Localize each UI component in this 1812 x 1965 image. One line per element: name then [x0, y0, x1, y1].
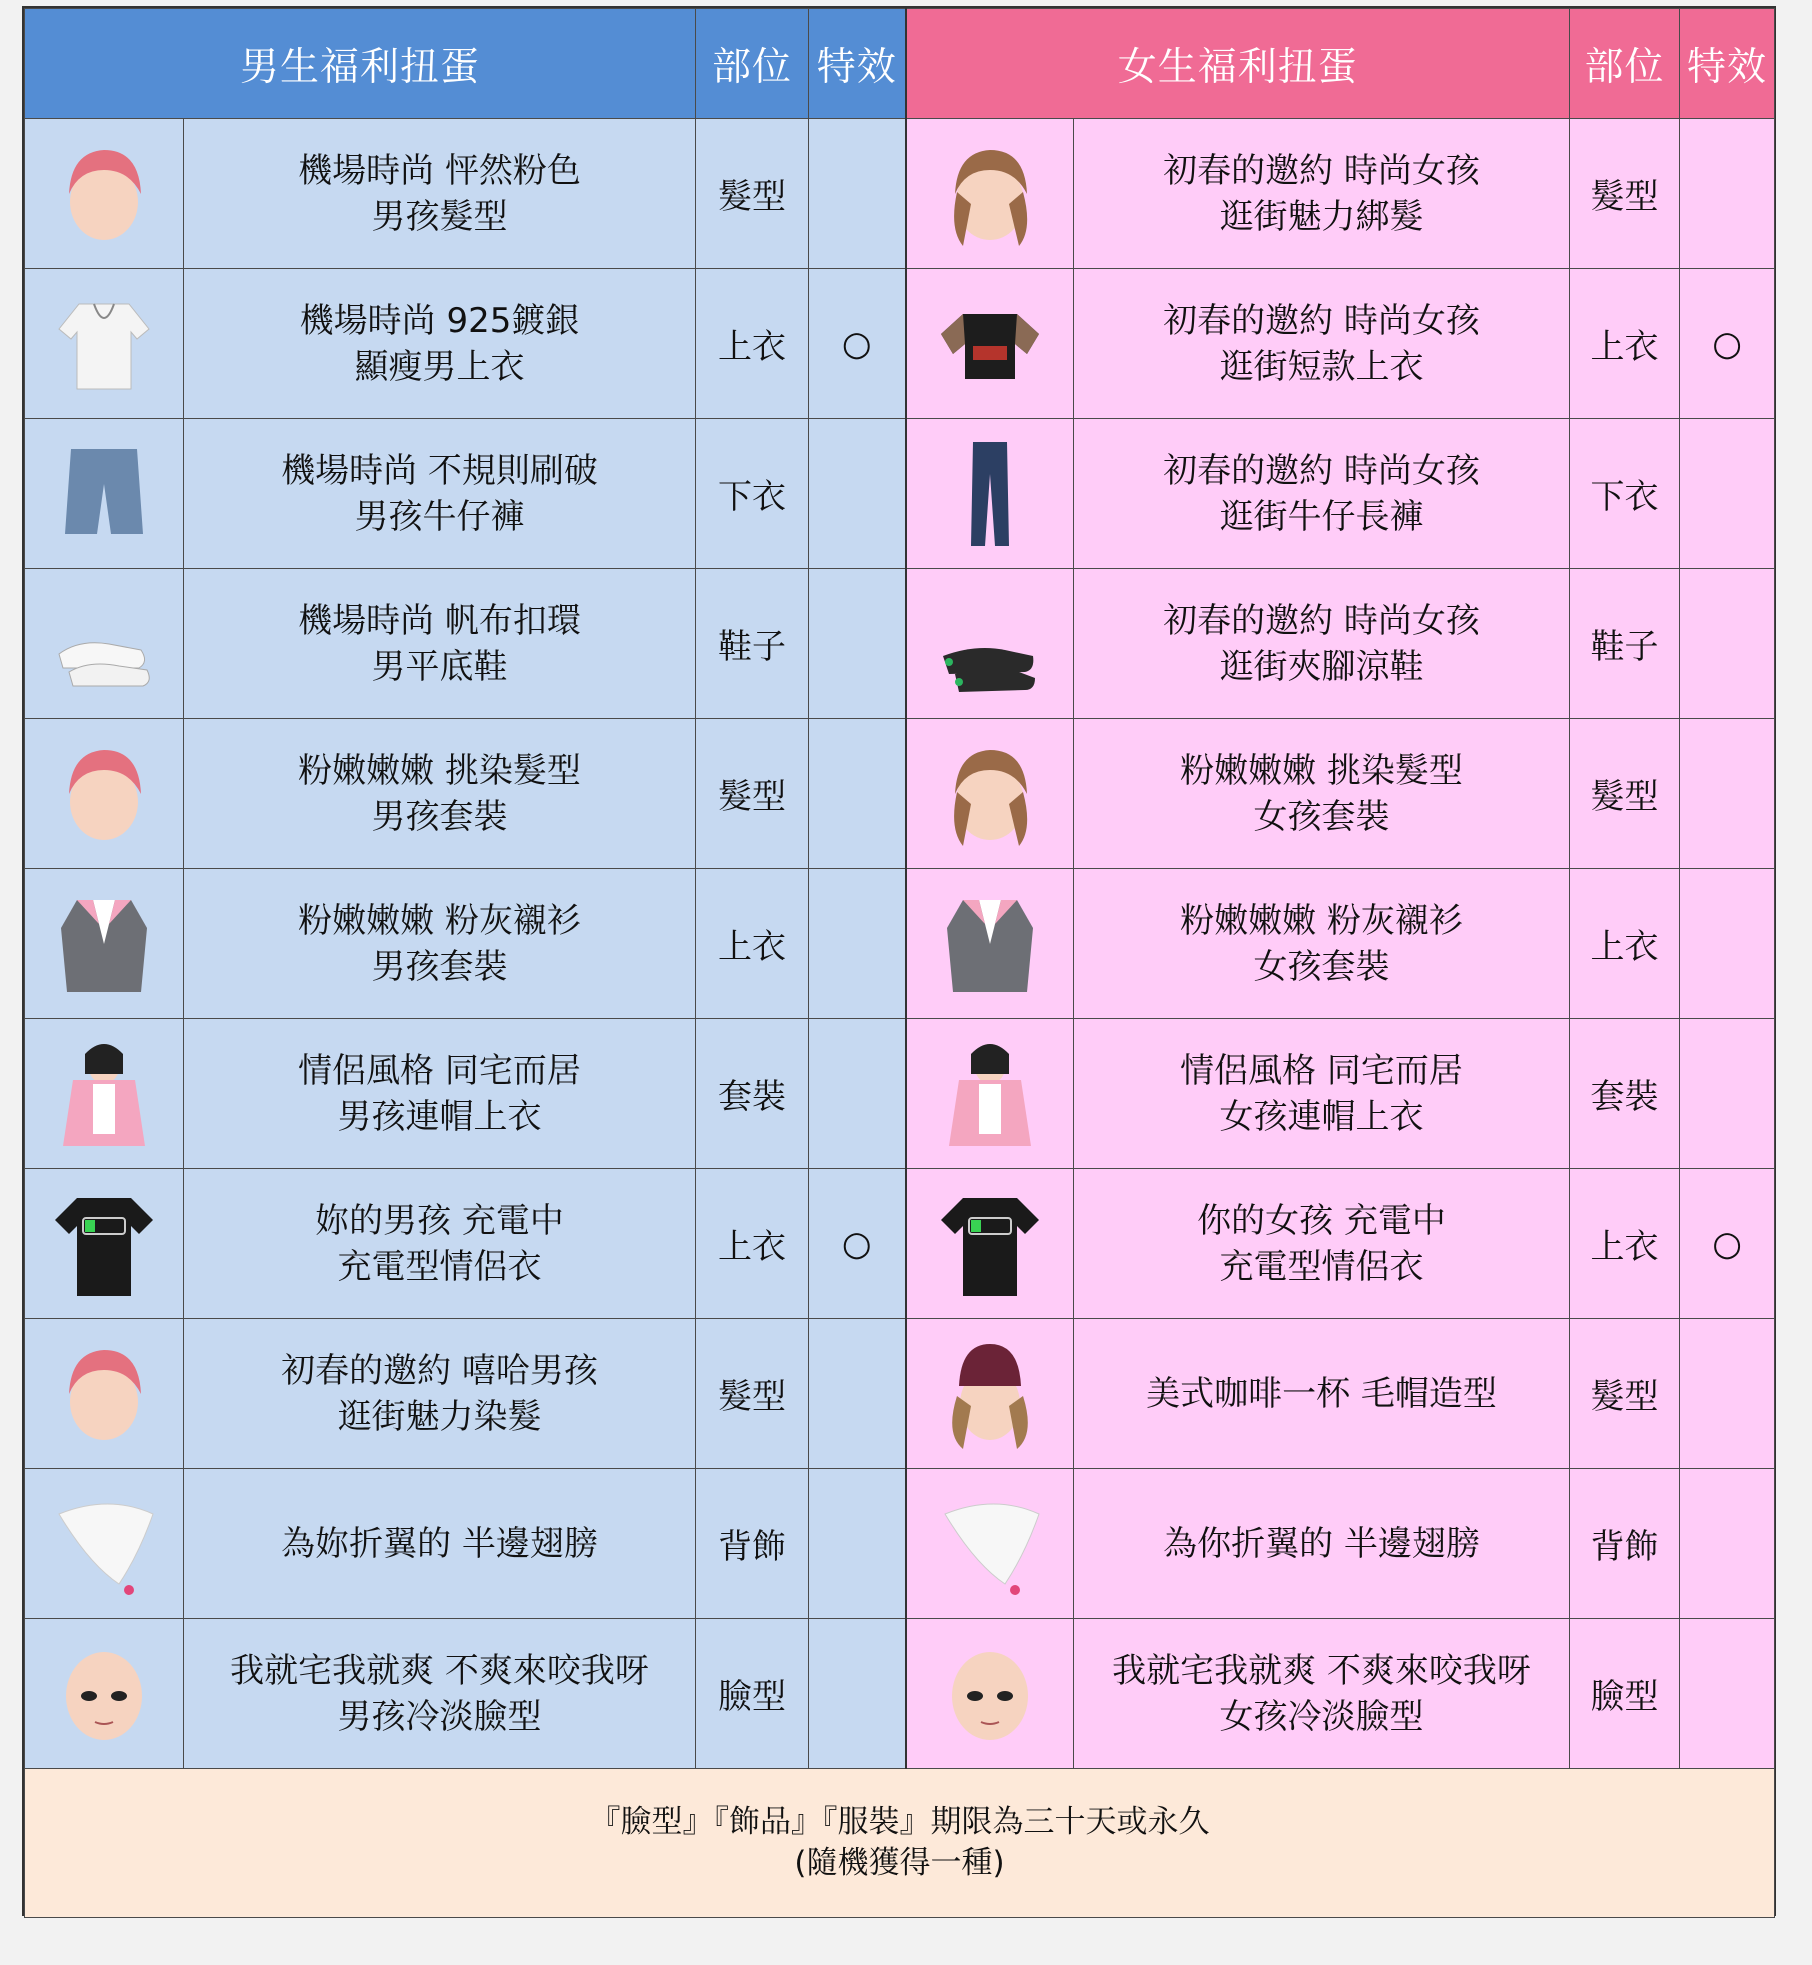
item-name-line-2: 女孩連帽上衣 [1219, 1096, 1424, 1137]
male-item-effect [809, 1319, 906, 1469]
female-item-thumbnail [906, 1319, 1074, 1469]
female-item-effect: ○ [1680, 269, 1775, 419]
female-item-name [1074, 719, 1570, 869]
female-item-thumbnail [906, 1169, 1074, 1319]
male-item-name [184, 419, 696, 569]
tshirt-battery-icon [907, 1184, 1074, 1304]
female-item-effect [1680, 869, 1775, 1019]
female-item-effect [1680, 119, 1775, 269]
female-item-part: 鞋子 [1570, 569, 1680, 719]
female-item-part: 套裝 [1570, 1019, 1680, 1169]
table-row [25, 1169, 1775, 1319]
female-item-thumbnail [906, 1019, 1074, 1169]
wing-icon [25, 1484, 183, 1604]
jacket-icon [25, 884, 183, 1004]
item-name-line-2: 逛街魅力染髮 [337, 1396, 542, 1437]
sandals-icon [907, 584, 1074, 704]
male-item-effect [809, 1469, 906, 1619]
female-item-effect [1680, 719, 1775, 869]
wing-icon [907, 1484, 1074, 1604]
female-item-effect [1680, 1469, 1775, 1619]
female-item-thumbnail [906, 719, 1074, 869]
note-cell [25, 1769, 1775, 1918]
male-item-name [184, 869, 696, 1019]
gacha-table-sheet [22, 6, 1776, 1916]
female-part-header: 部位 [1570, 9, 1680, 119]
male-item-part: 髮型 [696, 719, 809, 869]
female-item-part: 臉型 [1570, 1619, 1680, 1769]
face-icon [907, 1634, 1074, 1754]
item-name-line-2: 逛街短款上衣 [1219, 346, 1424, 387]
item-name-line-2: 女孩冷淡臉型 [1219, 1696, 1424, 1737]
female-item-thumbnail [906, 119, 1074, 269]
beanie-hair-icon [907, 1334, 1074, 1454]
female-item-thumbnail [906, 419, 1074, 569]
male-effect-header: 特效 [809, 9, 906, 119]
item-name-line-2: 充電型情侶衣 [337, 1246, 542, 1287]
item-name-line-2: 顯瘦男上衣 [354, 346, 525, 387]
male-item-thumbnail [25, 419, 184, 569]
table-row [25, 1019, 1775, 1169]
hoodie-icon [907, 1034, 1074, 1154]
male-item-name [184, 719, 696, 869]
female-item-name [1074, 1619, 1570, 1769]
female-item-effect: ○ [1680, 1169, 1775, 1319]
item-name-line-1: 機場時尚 不規則刷破 [281, 450, 598, 491]
male-item-part: 髮型 [696, 1319, 809, 1469]
male-item-effect [809, 1019, 906, 1169]
item-name-line-1: 初春的邀約 時尚女孩 [1163, 600, 1480, 641]
item-name-line-2: 男孩套裝 [371, 946, 508, 987]
male-item-name [184, 269, 696, 419]
item-name-line-1: 為你折翼的 半邊翅膀 [1163, 1523, 1480, 1564]
item-name-line-2: 男平底鞋 [371, 646, 508, 687]
table-row [25, 1469, 1775, 1619]
female-item-thumbnail [906, 1619, 1074, 1769]
pants-icon [907, 434, 1074, 554]
item-name-line-1: 為妳折翼的 半邊翅膀 [281, 1523, 598, 1564]
female-item-effect [1680, 1619, 1775, 1769]
item-name-line-1: 美式咖啡一杯 毛帽造型 [1146, 1373, 1497, 1414]
male-item-name [184, 1469, 696, 1619]
male-title: 男生福利扭蛋 [25, 9, 696, 119]
male-item-thumbnail [25, 869, 184, 1019]
male-part-header: 部位 [696, 9, 809, 119]
item-name-line-2: 逛街魅力綁髮 [1219, 196, 1424, 237]
hair-icon [907, 734, 1074, 854]
table-row [25, 119, 1775, 269]
item-name-line-1: 粉嫩嫩嫩 粉灰襯衫 [1180, 900, 1463, 941]
hair-icon [907, 134, 1074, 254]
hoodie-icon [25, 1034, 183, 1154]
tshirt-battery-icon [25, 1184, 183, 1304]
item-name-line-1: 機場時尚 帆布扣環 [298, 600, 581, 641]
male-item-thumbnail [25, 569, 184, 719]
male-item-thumbnail [25, 119, 184, 269]
male-item-part: 套裝 [696, 1019, 809, 1169]
item-name-line-1: 我就宅我就爽 不爽來咬我呀 [230, 1650, 649, 1691]
female-item-part: 背飾 [1570, 1469, 1680, 1619]
female-item-effect [1680, 569, 1775, 719]
male-item-effect [809, 869, 906, 1019]
hair-icon [25, 1334, 183, 1454]
item-name-line-1: 初春的邀約 時尚女孩 [1163, 300, 1480, 341]
female-item-part: 上衣 [1570, 1169, 1680, 1319]
female-item-name [1074, 419, 1570, 569]
male-item-effect [809, 119, 906, 269]
item-name-line-2: 女孩套裝 [1253, 946, 1390, 987]
female-item-part: 髮型 [1570, 1319, 1680, 1469]
item-name-line-2: 男孩髮型 [371, 196, 508, 237]
female-item-name [1074, 1019, 1570, 1169]
male-item-name [184, 1169, 696, 1319]
male-item-effect [809, 419, 906, 569]
female-item-effect [1680, 1319, 1775, 1469]
jacket-icon [907, 884, 1074, 1004]
item-name-line-1: 初春的邀約 時尚女孩 [1163, 150, 1480, 191]
table-row [25, 269, 1775, 419]
female-item-part: 髮型 [1570, 719, 1680, 869]
table-row [25, 869, 1775, 1019]
male-item-part: 臉型 [696, 1619, 809, 1769]
male-item-thumbnail [25, 1019, 184, 1169]
item-name-line-1: 妳的男孩 充電中 [315, 1200, 564, 1241]
table-row [25, 419, 1775, 569]
face-icon [25, 1634, 183, 1754]
male-item-name [184, 569, 696, 719]
female-item-name [1074, 1169, 1570, 1319]
note-line-1: 『臉型』『飾品』『服裝』期限為三十天或永久 [589, 1804, 1210, 1840]
item-name-line-1: 粉嫩嫩嫩 粉灰襯衫 [298, 900, 581, 941]
note-row [25, 1769, 1775, 1918]
header-row [25, 9, 1775, 119]
hair-icon [25, 134, 183, 254]
male-item-name [184, 1019, 696, 1169]
male-item-effect [809, 719, 906, 869]
item-name-line-2: 男孩牛仔褲 [354, 496, 525, 537]
female-item-name [1074, 269, 1570, 419]
female-item-name [1074, 869, 1570, 1019]
table-row [25, 1319, 1775, 1469]
item-name-line-1: 情侶風格 同宅而居 [298, 1050, 581, 1091]
male-item-part: 鞋子 [696, 569, 809, 719]
table-row [25, 569, 1775, 719]
male-item-thumbnail [25, 269, 184, 419]
note-line-2: (隨機獲得一種) [794, 1845, 1005, 1881]
male-item-name [184, 1319, 696, 1469]
female-item-part: 上衣 [1570, 269, 1680, 419]
female-item-thumbnail [906, 869, 1074, 1019]
male-item-part: 髮型 [696, 119, 809, 269]
male-item-thumbnail [25, 1469, 184, 1619]
female-item-thumbnail [906, 1469, 1074, 1619]
male-item-part: 背飾 [696, 1469, 809, 1619]
item-name-line-2: 男孩套裝 [371, 796, 508, 837]
item-name-line-1: 初春的邀約 時尚女孩 [1163, 450, 1480, 491]
item-name-line-1: 你的女孩 充電中 [1197, 1200, 1446, 1241]
female-item-thumbnail [906, 269, 1074, 419]
female-title: 女生福利扭蛋 [906, 9, 1570, 119]
item-name-line-2: 女孩套裝 [1253, 796, 1390, 837]
male-item-effect [809, 569, 906, 719]
male-item-part: 上衣 [696, 1169, 809, 1319]
item-name-line-1: 粉嫩嫩嫩 挑染髮型 [298, 750, 581, 791]
male-item-part: 上衣 [696, 269, 809, 419]
item-name-line-1: 初春的邀約 嘻哈男孩 [281, 1350, 598, 1391]
hair-icon [25, 734, 183, 854]
female-effect-header: 特效 [1680, 9, 1775, 119]
male-item-name [184, 119, 696, 269]
shirt-icon [907, 284, 1074, 404]
female-item-name [1074, 1469, 1570, 1619]
item-name-line-2: 男孩連帽上衣 [337, 1096, 542, 1137]
item-name-line-2: 充電型情侶衣 [1219, 1246, 1424, 1287]
female-item-part: 下衣 [1570, 419, 1680, 569]
male-item-effect: ○ [809, 269, 906, 419]
female-item-name [1074, 119, 1570, 269]
male-item-effect [809, 1619, 906, 1769]
item-name-line-1: 機場時尚 怦然粉色 [298, 150, 581, 191]
male-item-thumbnail [25, 1169, 184, 1319]
item-name-line-2: 逛街牛仔長褲 [1219, 496, 1424, 537]
item-name-line-1: 機場時尚 925鍍銀 [299, 300, 580, 341]
male-item-thumbnail [25, 1319, 184, 1469]
table-row [25, 1619, 1775, 1769]
item-name-line-1: 情侶風格 同宅而居 [1180, 1050, 1463, 1091]
item-name-line-2: 逛街夾腳涼鞋 [1219, 646, 1424, 687]
shoes-icon [25, 584, 183, 704]
female-item-thumbnail [906, 569, 1074, 719]
item-name-line-1: 我就宅我就爽 不爽來咬我呀 [1112, 1650, 1531, 1691]
female-item-part: 髮型 [1570, 119, 1680, 269]
item-name-line-1: 粉嫩嫩嫩 挑染髮型 [1180, 750, 1463, 791]
male-item-thumbnail [25, 719, 184, 869]
male-item-name [184, 1619, 696, 1769]
female-item-effect [1680, 1019, 1775, 1169]
item-name-line-2: 男孩冷淡臉型 [337, 1696, 542, 1737]
male-item-part: 下衣 [696, 419, 809, 569]
shirt-icon [25, 284, 183, 404]
female-item-effect [1680, 419, 1775, 569]
female-item-part: 上衣 [1570, 869, 1680, 1019]
pants-icon [25, 434, 183, 554]
female-item-name [1074, 1319, 1570, 1469]
table-row [25, 719, 1775, 869]
male-item-part: 上衣 [696, 869, 809, 1019]
female-item-name [1074, 569, 1570, 719]
male-item-effect: ○ [809, 1169, 906, 1319]
male-item-thumbnail [25, 1619, 184, 1769]
gacha-table [24, 8, 1775, 1918]
